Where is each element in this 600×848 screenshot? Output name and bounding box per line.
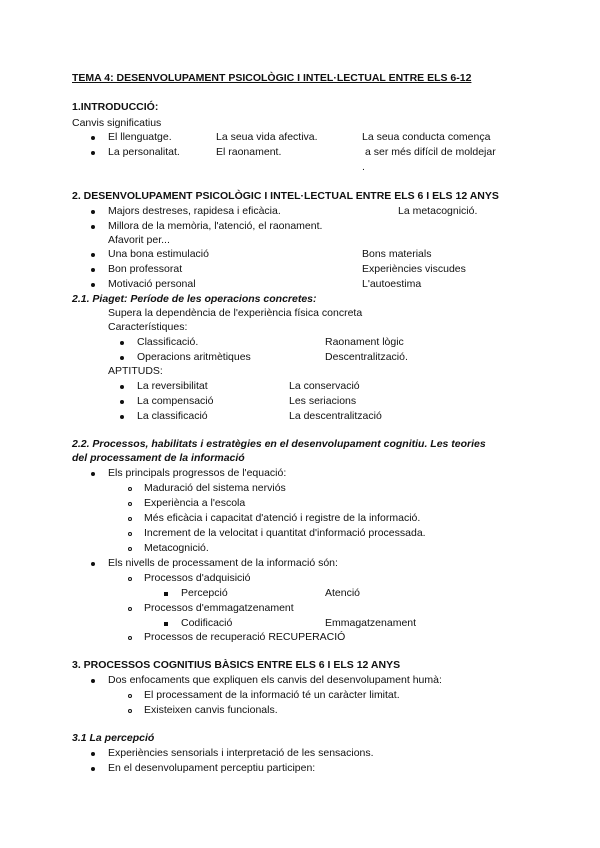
list-item: Operacions aritmètiques bbox=[137, 351, 251, 363]
bullet-icon bbox=[120, 415, 124, 419]
bullet-icon bbox=[91, 679, 95, 683]
bullet-icon bbox=[91, 767, 95, 771]
bullet-icon bbox=[120, 356, 124, 360]
bullet-icon bbox=[91, 210, 95, 214]
section-2-2-heading-cont: del processament de la informació bbox=[72, 452, 245, 464]
paragraph: APTITUDS: bbox=[108, 365, 163, 377]
paragraph: Supera la dependència de l'experiència física concreta bbox=[108, 307, 363, 319]
list-item: En el desenvolupament perceptiu participen: bbox=[108, 762, 316, 774]
list-item: Experiències sensorials i interpretació de les sensacions. bbox=[108, 747, 374, 759]
list-item: a ser més difícil de moldejar bbox=[365, 146, 496, 158]
list-item: El processament de la informació té un caràcter limitat. bbox=[144, 689, 400, 701]
bullet-icon bbox=[120, 385, 124, 389]
list-item: L'autoestima bbox=[362, 278, 422, 290]
circle-bullet-icon bbox=[128, 607, 132, 611]
bullet-icon bbox=[91, 752, 95, 756]
bullet-icon bbox=[91, 151, 95, 155]
list-item: La metacognició. bbox=[398, 205, 478, 217]
list-item: La conservació bbox=[289, 380, 360, 392]
circle-bullet-icon bbox=[128, 547, 132, 551]
section-1-intro: Canvis significatius bbox=[72, 117, 162, 129]
list-item: Els principals progressos de l'equació: bbox=[108, 467, 287, 479]
list-item: La personalitat. bbox=[108, 146, 180, 158]
list-item: Una bona estimulació bbox=[108, 248, 209, 260]
circle-bullet-icon bbox=[128, 636, 132, 640]
list-item: Les seriacions bbox=[289, 395, 357, 407]
list-item: Descentralització. bbox=[325, 351, 408, 363]
list-item: El llenguatge. bbox=[108, 131, 172, 143]
bullet-icon bbox=[91, 253, 95, 257]
list-item: Afavorit per... bbox=[108, 234, 170, 246]
list-item: Bon professorat bbox=[108, 263, 183, 275]
section-3-heading: 3. PROCESSOS COGNITIUS BÀSICS ENTRE ELS 6 I ELS 12 ANYS bbox=[72, 659, 401, 671]
page-title: TEMA 4: DESENVOLUPAMENT PSICOLÒGIC I INTEL·LECTUAL ENTRE ELS 6-12 bbox=[72, 72, 472, 84]
bullet-icon bbox=[91, 136, 95, 140]
list-item: Classificació. bbox=[137, 336, 199, 348]
bullet-icon bbox=[120, 341, 124, 345]
list-item: Experiència a l'escola bbox=[144, 497, 246, 509]
list-item: Processos d'adquisició bbox=[144, 572, 251, 584]
section-3-1-heading: 3.1 La percepció bbox=[72, 732, 155, 744]
list-item: Percepció bbox=[181, 587, 228, 599]
list-item: Bons materials bbox=[362, 248, 432, 260]
section-1-heading: 1.INTRODUCCIÓ: bbox=[72, 101, 159, 113]
section-2-2-heading: 2.2. Processos, habilitats i estratègies en el desenvolupament cognitiu. Les teories bbox=[72, 438, 486, 450]
list-item: Millora de la memòria, l'atenció, el raonament. bbox=[108, 220, 323, 232]
list-item: La seua vida afectiva. bbox=[216, 131, 318, 143]
circle-bullet-icon bbox=[128, 532, 132, 536]
paragraph: Característiques: bbox=[108, 321, 188, 333]
list-item: Motivació personal bbox=[108, 278, 196, 290]
stray-dot: . bbox=[362, 161, 365, 173]
circle-bullet-icon bbox=[128, 694, 132, 698]
circle-bullet-icon bbox=[128, 517, 132, 521]
list-item: La reversibilitat bbox=[137, 380, 208, 392]
circle-bullet-icon bbox=[128, 502, 132, 506]
square-bullet-icon bbox=[164, 622, 168, 626]
list-item: El raonament. bbox=[216, 146, 282, 158]
list-item: Metacognició. bbox=[144, 542, 209, 554]
square-bullet-icon bbox=[164, 592, 168, 596]
bullet-icon bbox=[91, 283, 95, 287]
list-item: Codificació bbox=[181, 617, 233, 629]
circle-bullet-icon bbox=[128, 487, 132, 491]
bullet-icon bbox=[91, 268, 95, 272]
bullet-icon bbox=[120, 400, 124, 404]
list-item: Atenció bbox=[325, 587, 361, 599]
list-item: Raonament lògic bbox=[325, 336, 404, 348]
section-2-1-heading: 2.1. Piaget: Període de les operacions concretes: bbox=[72, 293, 317, 305]
list-item: Més eficàcia i capacitat d'atenció i registre de la informació. bbox=[144, 512, 421, 524]
section-2-heading: 2. DESENVOLUPAMENT PSICOLÒGIC I INTEL·LECTUAL ENTRE ELS 6 I ELS 12 ANYS bbox=[72, 190, 499, 202]
list-item: Increment de la velocitat i quantitat d'informació processada. bbox=[144, 527, 426, 539]
list-item: La compensació bbox=[137, 395, 214, 407]
list-item: Experiències viscudes bbox=[362, 263, 466, 275]
list-item: Existeixen canvis funcionals. bbox=[144, 704, 278, 716]
bullet-icon bbox=[91, 562, 95, 566]
list-item: Els nivells de processament de la informació són: bbox=[108, 557, 338, 569]
list-item: Majors destreses, rapidesa i eficàcia. bbox=[108, 205, 281, 217]
list-item: Maduració del sistema nerviós bbox=[144, 482, 286, 494]
list-item: Processos d'emmagatzenament bbox=[144, 602, 294, 614]
list-item: La classificació bbox=[137, 410, 208, 422]
bullet-icon bbox=[91, 225, 95, 229]
bullet-icon bbox=[91, 472, 95, 476]
list-item: La seua conducta comença bbox=[362, 131, 491, 143]
circle-bullet-icon bbox=[128, 709, 132, 713]
list-item: Processos de recuperació RECUPERACIÓ bbox=[144, 631, 346, 643]
list-item: Dos enfocaments que expliquen els canvis del desenvolupament humà: bbox=[108, 674, 442, 686]
circle-bullet-icon bbox=[128, 577, 132, 581]
list-item: La descentralització bbox=[289, 410, 382, 422]
list-item: Emmagatzenament bbox=[325, 617, 417, 629]
